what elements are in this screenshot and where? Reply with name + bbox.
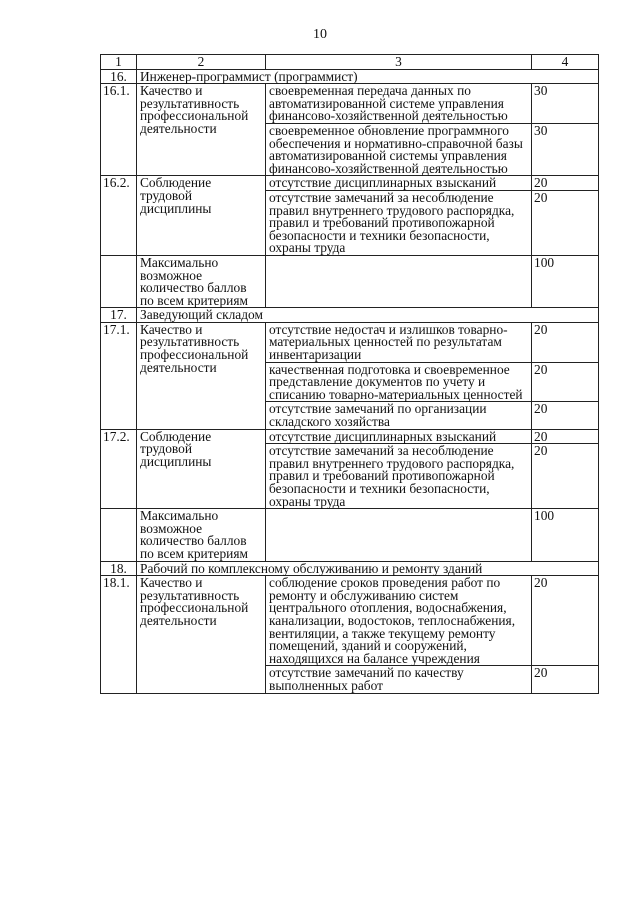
column-header: 3	[266, 55, 532, 70]
criterion-score: 20	[532, 576, 599, 666]
section-number: 16.	[101, 69, 137, 84]
empty-cell	[101, 509, 137, 561]
criterion-score: 30	[532, 123, 599, 175]
criterion-text: отсутствие замечаний за несоблюдение правил внутреннего трудового распорядка, правил и требований противопожарной безопасности и техники безопасности, охраны труда	[266, 190, 532, 255]
subsection-number: 18.1.	[101, 576, 137, 693]
parameter-name: Качество и результативность профессиональной деятельности	[137, 576, 266, 693]
max-score-row	[101, 509, 599, 561]
table-header-row	[101, 55, 599, 70]
criterion-score: 20	[532, 190, 599, 255]
page-number: 10	[313, 27, 327, 42]
subsection-number: 16.1.	[101, 84, 137, 176]
criterion-text: соблюдение сроков проведения работ по ремонту и обслуживанию систем центрального отопления, водоснабжения, канализации, водостоков, теплоснабжения, вентиляции, а также текущему ремонту помещений, зданий и сооружений, находящихся на балансе учреждения	[266, 576, 532, 666]
section-title: Рабочий по комплексному обслуживанию и ремонту зданий	[137, 561, 599, 576]
criterion-row	[101, 322, 599, 362]
section-number: 18.	[101, 561, 137, 576]
criterion-text: отсутствие дисциплинарных взысканий	[266, 429, 532, 444]
section-row	[101, 69, 599, 84]
max-score-value: 100	[532, 255, 599, 307]
criterion-score: 20	[532, 444, 599, 509]
section-row	[101, 308, 599, 323]
empty-cell	[266, 255, 532, 307]
criterion-score: 20	[532, 176, 599, 191]
parameter-name: Соблюдение трудовой дисциплины	[137, 176, 266, 256]
criterion-score: 20	[532, 402, 599, 429]
criterion-score: 20	[532, 666, 599, 693]
section-row	[101, 561, 599, 576]
parameter-name: Качество и результативность профессиональной деятельности	[137, 322, 266, 429]
criterion-row	[101, 429, 599, 444]
column-header: 2	[137, 55, 266, 70]
max-score-value: 100	[532, 509, 599, 561]
section-number: 17.	[101, 308, 137, 323]
parameter-name: Качество и результативность профессиональной деятельности	[137, 84, 266, 176]
criterion-text: отсутствие замечаний по организации складского хозяйства	[266, 402, 532, 429]
criterion-text: качественная подготовка и своевременное представление документов по учету и списанию товарно-материальных ценностей	[266, 362, 532, 402]
criterion-score: 20	[532, 322, 599, 362]
criterion-text: отсутствие недостач и излишков товарно-материальных ценностей по результатам инвентаризации	[266, 322, 532, 362]
criterion-text: отсутствие замечаний за несоблюдение правил внутреннего трудового распорядка, правил и требований противопожарной безопасности и техники безопасности, охраны труда	[266, 444, 532, 509]
criteria-table	[100, 54, 599, 694]
parameter-name: Соблюдение трудовой дисциплины	[137, 429, 266, 509]
section-title: Заведующий складом	[137, 308, 599, 323]
max-score-label: Максимально возможное количество баллов по всем критериям	[137, 509, 266, 561]
criterion-text: отсутствие дисциплинарных взысканий	[266, 176, 532, 191]
criterion-row	[101, 84, 599, 124]
empty-cell	[266, 509, 532, 561]
column-header: 1	[101, 55, 137, 70]
subsection-number: 17.2.	[101, 429, 137, 509]
subsection-number: 16.2.	[101, 176, 137, 256]
criterion-text: своевременное обновление программного обеспечения и нормативно-справочной базы автоматизированной системы управления финансово-хозяйственной деятельностью	[266, 123, 532, 175]
criteria-table-body	[101, 55, 599, 694]
criterion-score: 20	[532, 429, 599, 444]
section-title: Инженер-программист (программист)	[137, 69, 599, 84]
criterion-text: отсутствие замечаний по качеству выполненных работ	[266, 666, 532, 693]
max-score-label: Максимально возможное количество баллов по всем критериям	[137, 255, 266, 307]
criterion-row	[101, 176, 599, 191]
column-header: 4	[532, 55, 599, 70]
criterion-score: 20	[532, 362, 599, 402]
criterion-row	[101, 576, 599, 666]
criterion-score: 30	[532, 84, 599, 124]
max-score-row	[101, 255, 599, 307]
empty-cell	[101, 255, 137, 307]
criterion-text: своевременная передача данных по автоматизированной системе управления финансово-хозяйственной деятельностью	[266, 84, 532, 124]
subsection-number: 17.1.	[101, 322, 137, 429]
